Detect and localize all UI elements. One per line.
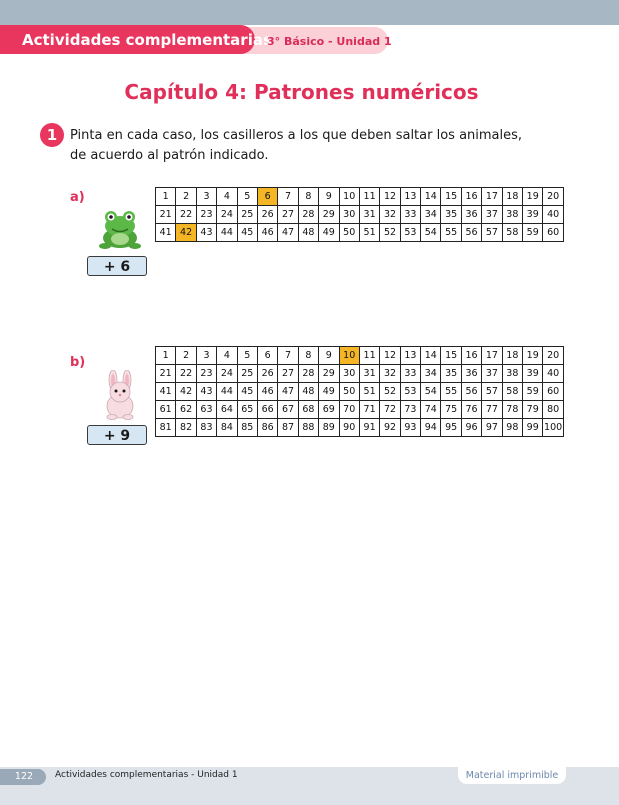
number-grid-a — [155, 187, 564, 242]
grid-cell[interactable]: 24 — [217, 206, 237, 224]
grid-cell[interactable]: 56 — [461, 224, 481, 242]
grid-cell[interactable]: 48 — [298, 383, 318, 401]
grid-cell[interactable]: 21 — [156, 206, 176, 224]
grid-cell[interactable]: 32 — [380, 206, 400, 224]
grid-cell[interactable]: 14 — [421, 347, 441, 365]
grid-cell[interactable]: 4 — [217, 347, 237, 365]
grid-cell[interactable]: 1 — [156, 347, 176, 365]
grid-cell[interactable]: 12 — [380, 347, 400, 365]
grid-cell[interactable]: 87 — [278, 419, 298, 437]
grid-cell[interactable]: 6 — [257, 188, 277, 206]
grid-cell[interactable]: 57 — [482, 383, 502, 401]
grid-cell[interactable]: 42 — [176, 224, 196, 242]
rabbit-icon — [98, 370, 142, 420]
grid-cell[interactable]: 55 — [441, 224, 461, 242]
grid-cell[interactable]: 56 — [461, 383, 481, 401]
grid-cell[interactable]: 36 — [461, 206, 481, 224]
grid-cell[interactable]: 47 — [278, 224, 298, 242]
chapter-title: Capítulo 4: Patrones numéricos — [124, 80, 479, 104]
grid-cell[interactable]: 53 — [400, 383, 420, 401]
grid-cell[interactable]: 33 — [400, 206, 420, 224]
grid-cell[interactable]: 55 — [441, 383, 461, 401]
grid-cell[interactable]: 29 — [319, 365, 339, 383]
grid-cell[interactable]: 5 — [237, 347, 257, 365]
grid-cell[interactable]: 44 — [217, 383, 237, 401]
grid-row — [156, 188, 564, 206]
grid-cell[interactable]: 90 — [339, 419, 359, 437]
frog-icon — [98, 208, 142, 250]
grid-cell[interactable]: 40 — [543, 365, 563, 383]
grid-cell[interactable]: 22 — [176, 365, 196, 383]
grid-cell[interactable]: 66 — [257, 401, 277, 419]
grid-cell[interactable]: 84 — [217, 419, 237, 437]
grade-unit-label: 3° Básico - Unidad 1 — [267, 35, 392, 48]
grid-cell[interactable]: 98 — [502, 419, 522, 437]
grid-cell[interactable]: 48 — [298, 224, 318, 242]
grid-row — [156, 401, 564, 419]
grid-cell[interactable]: 54 — [421, 224, 441, 242]
grid-cell[interactable]: 42 — [176, 383, 196, 401]
grid-cell[interactable]: 22 — [176, 206, 196, 224]
grid-cell[interactable]: 85 — [237, 419, 257, 437]
grid-cell[interactable]: 21 — [156, 365, 176, 383]
grid-cell[interactable]: 80 — [543, 401, 563, 419]
grid-cell[interactable]: 34 — [421, 365, 441, 383]
grid-row — [156, 365, 564, 383]
grid-cell[interactable]: 59 — [523, 224, 543, 242]
grid-cell[interactable]: 36 — [461, 365, 481, 383]
grid-cell[interactable]: 68 — [298, 401, 318, 419]
number-grid-b — [155, 346, 564, 437]
grid-cell[interactable]: 86 — [257, 419, 277, 437]
grid-cell[interactable]: 27 — [278, 365, 298, 383]
grid-cell[interactable]: 62 — [176, 401, 196, 419]
grid-cell[interactable]: 15 — [441, 347, 461, 365]
grid-cell[interactable]: 23 — [196, 365, 216, 383]
grid-cell[interactable]: 9 — [319, 188, 339, 206]
grid-row — [156, 224, 564, 242]
grid-cell[interactable]: 28 — [298, 206, 318, 224]
grid-cell[interactable]: 9 — [319, 347, 339, 365]
grid-cell[interactable]: 64 — [217, 401, 237, 419]
grid-row — [156, 383, 564, 401]
grid-cell[interactable]: 5 — [237, 188, 257, 206]
printable-material-tab: Material imprimible — [458, 767, 566, 784]
grid-cell[interactable]: 93 — [400, 419, 420, 437]
grid-cell[interactable]: 41 — [156, 224, 176, 242]
grid-cell[interactable]: 57 — [482, 224, 502, 242]
grid-cell[interactable]: 18 — [502, 188, 522, 206]
instruction-line-2: de acuerdo al patrón indicado. — [70, 148, 269, 163]
grid-cell[interactable]: 38 — [502, 365, 522, 383]
grid-cell[interactable]: 3 — [196, 188, 216, 206]
grid-cell[interactable]: 94 — [421, 419, 441, 437]
part-b-label: b) — [70, 355, 86, 370]
grid-cell[interactable]: 30 — [339, 365, 359, 383]
grid-cell[interactable]: 97 — [482, 419, 502, 437]
grid-cell[interactable]: 26 — [257, 365, 277, 383]
grid-cell[interactable]: 30 — [339, 206, 359, 224]
grid-cell[interactable]: 37 — [482, 206, 502, 224]
grid-cell[interactable]: 82 — [176, 419, 196, 437]
grid-cell[interactable]: 35 — [441, 206, 461, 224]
grid-cell[interactable]: 19 — [523, 188, 543, 206]
grid-cell[interactable]: 10 — [339, 188, 359, 206]
grid-cell[interactable]: 24 — [217, 365, 237, 383]
grid-cell[interactable]: 50 — [339, 224, 359, 242]
grid-cell[interactable]: 8 — [298, 347, 318, 365]
grid-cell[interactable]: 45 — [237, 224, 257, 242]
grid-cell[interactable]: 92 — [380, 419, 400, 437]
grid-cell[interactable]: 2 — [176, 347, 196, 365]
grid-cell[interactable]: 60 — [543, 383, 563, 401]
grid-cell[interactable]: 20 — [543, 188, 563, 206]
grid-cell[interactable]: 26 — [257, 206, 277, 224]
grid-cell[interactable]: 54 — [421, 383, 441, 401]
grid-row — [156, 419, 564, 437]
grid-cell[interactable]: 75 — [441, 401, 461, 419]
grid-cell[interactable]: 8 — [298, 188, 318, 206]
grid-cell[interactable]: 1 — [156, 188, 176, 206]
grid-cell[interactable]: 96 — [461, 419, 481, 437]
grid-cell[interactable]: 13 — [400, 347, 420, 365]
grid-cell[interactable]: 38 — [502, 206, 522, 224]
grid-cell[interactable]: 59 — [523, 383, 543, 401]
grid-cell[interactable]: 15 — [441, 188, 461, 206]
grid-cell[interactable]: 81 — [156, 419, 176, 437]
grid-cell[interactable]: 76 — [461, 401, 481, 419]
grid-cell[interactable]: 44 — [217, 224, 237, 242]
grid-cell[interactable]: 25 — [237, 365, 257, 383]
grid-cell[interactable]: 49 — [319, 383, 339, 401]
instruction-line-1: Pinta en cada caso, los casilleros a los que deben saltar los animales, — [70, 128, 523, 143]
grid-cell[interactable]: 89 — [319, 419, 339, 437]
grid-cell[interactable]: 16 — [461, 347, 481, 365]
grid-cell[interactable]: 33 — [400, 365, 420, 383]
grid-cell[interactable]: 35 — [441, 365, 461, 383]
grid-cell[interactable]: 3 — [196, 347, 216, 365]
grid-cell[interactable]: 95 — [441, 419, 461, 437]
grid-cell[interactable]: 4 — [217, 188, 237, 206]
grid-cell[interactable]: 71 — [359, 401, 379, 419]
grid-cell[interactable]: 51 — [359, 224, 379, 242]
grid-cell[interactable]: 99 — [523, 419, 543, 437]
grid-cell[interactable]: 14 — [421, 188, 441, 206]
grid-cell[interactable]: 31 — [359, 206, 379, 224]
grid-cell[interactable]: 39 — [523, 206, 543, 224]
grid-cell[interactable]: 91 — [359, 419, 379, 437]
grid-cell[interactable]: 2 — [176, 188, 196, 206]
grid-cell[interactable]: 39 — [523, 365, 543, 383]
grid-cell[interactable]: 58 — [502, 383, 522, 401]
grid-cell[interactable]: 49 — [319, 224, 339, 242]
rule-box-a: + 6 — [87, 256, 147, 276]
grid-cell[interactable]: 69 — [319, 401, 339, 419]
grid-cell[interactable]: 11 — [359, 347, 379, 365]
grid-cell[interactable]: 37 — [482, 365, 502, 383]
grid-cell[interactable]: 18 — [502, 347, 522, 365]
grid-cell[interactable]: 83 — [196, 419, 216, 437]
grid-cell[interactable]: 51 — [359, 383, 379, 401]
grid-cell[interactable]: 78 — [502, 401, 522, 419]
grid-cell[interactable]: 31 — [359, 365, 379, 383]
grid-cell[interactable]: 45 — [237, 383, 257, 401]
rule-box-b: + 9 — [87, 425, 147, 445]
grid-cell[interactable]: 7 — [278, 188, 298, 206]
grid-cell[interactable]: 50 — [339, 383, 359, 401]
grid-cell[interactable]: 7 — [278, 347, 298, 365]
grid-cell[interactable]: 70 — [339, 401, 359, 419]
grid-cell[interactable]: 88 — [298, 419, 318, 437]
grid-cell[interactable]: 79 — [523, 401, 543, 419]
grid-cell[interactable]: 74 — [421, 401, 441, 419]
grid-cell[interactable]: 77 — [482, 401, 502, 419]
grid-cell[interactable]: 43 — [196, 383, 216, 401]
grid-cell[interactable]: 19 — [523, 347, 543, 365]
grid-cell[interactable]: 46 — [257, 383, 277, 401]
instruction — [70, 126, 550, 166]
footer-text: Actividades complementarias - Unidad 1 — [55, 770, 238, 780]
grid-cell[interactable]: 32 — [380, 365, 400, 383]
top-bar — [0, 0, 619, 25]
grid-cell[interactable]: 34 — [421, 206, 441, 224]
grid-cell[interactable]: 47 — [278, 383, 298, 401]
grid-cell[interactable]: 20 — [543, 347, 563, 365]
grid-cell[interactable]: 52 — [380, 224, 400, 242]
page-number: 122 — [0, 769, 46, 785]
part-a-label: a) — [70, 190, 85, 205]
grid-cell[interactable]: 41 — [156, 383, 176, 401]
grid-cell[interactable]: 58 — [502, 224, 522, 242]
grid-cell[interactable]: 73 — [400, 401, 420, 419]
grid-cell[interactable]: 29 — [319, 206, 339, 224]
grid-cell[interactable]: 72 — [380, 401, 400, 419]
grid-cell[interactable]: 63 — [196, 401, 216, 419]
grid-cell[interactable]: 28 — [298, 365, 318, 383]
grid-cell[interactable]: 17 — [482, 188, 502, 206]
grid-cell[interactable]: 65 — [237, 401, 257, 419]
grid-cell[interactable]: 27 — [278, 206, 298, 224]
grid-cell[interactable]: 46 — [257, 224, 277, 242]
grid-cell[interactable]: 25 — [237, 206, 257, 224]
grid-cell[interactable]: 52 — [380, 383, 400, 401]
grid-cell[interactable]: 10 — [339, 347, 359, 365]
grid-cell[interactable]: 11 — [359, 188, 379, 206]
grid-row — [156, 206, 564, 224]
grid-row — [156, 347, 564, 365]
grid-cell[interactable]: 40 — [543, 206, 563, 224]
grid-cell[interactable]: 23 — [196, 206, 216, 224]
grid-cell[interactable]: 61 — [156, 401, 176, 419]
grid-cell[interactable]: 60 — [543, 224, 563, 242]
grid-cell[interactable]: 67 — [278, 401, 298, 419]
question-number-badge: 1 — [40, 123, 64, 147]
section-title: Actividades complementarias — [22, 31, 272, 49]
grid-cell[interactable]: 6 — [257, 347, 277, 365]
grid-cell[interactable]: 16 — [461, 188, 481, 206]
grid-cell[interactable]: 53 — [400, 224, 420, 242]
grid-cell[interactable]: 17 — [482, 347, 502, 365]
grid-cell[interactable]: 43 — [196, 224, 216, 242]
grid-cell[interactable]: 13 — [400, 188, 420, 206]
grid-cell[interactable]: 100 — [543, 419, 563, 437]
grid-cell[interactable]: 12 — [380, 188, 400, 206]
